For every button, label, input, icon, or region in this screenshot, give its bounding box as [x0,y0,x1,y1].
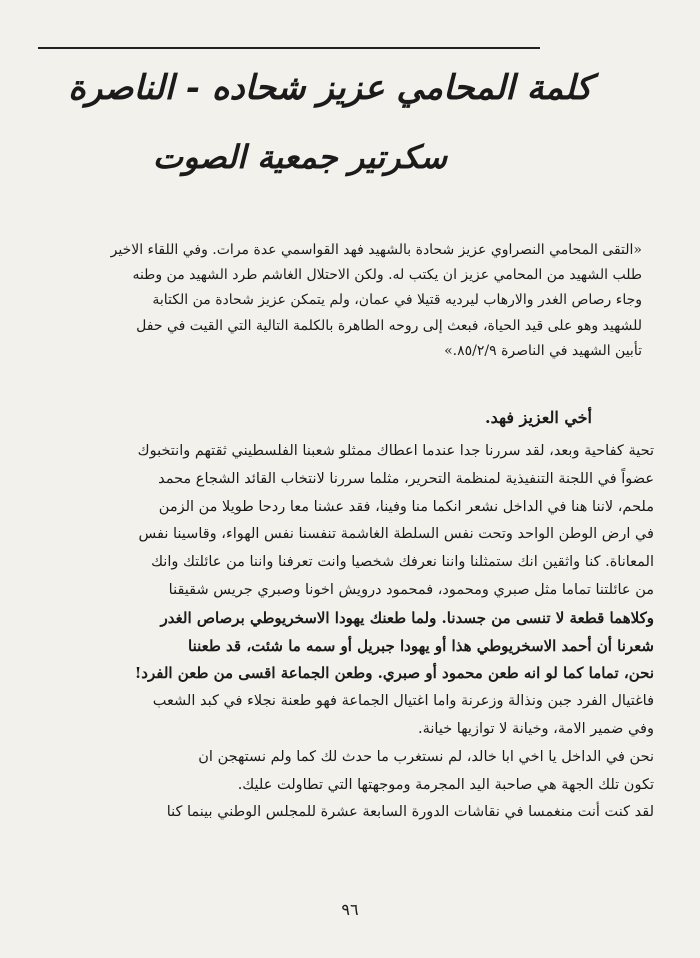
salutation: أخي العزيز فهد. [485,408,592,427]
body-line: لقد كنت أنت منغمسا في نقاشات الدورة السابعة عشرة للمجلس الوطني بينما كنا [166,804,654,821]
body-line: نحن في الداخل يا اخي ابا خالد، لم نستغرب ما حدث لك كما ولم نستهجن ان [198,748,654,765]
body-line-bold: شعرنا أن أحمد الاسخريوطي هذا أو يهودا جبريل أو سمه ما شئت، قد طعننا [188,636,654,655]
intro-line: «التقى المحامي النصراوي عزيز شحادة بالشهيد فهد القواسمي عدة مرات. وفي اللقاء الاخير [110,242,642,258]
intro-line: تأبين الشهيد في الناصرة ٨٥/٢/٩.» [444,342,642,359]
body-line-bold: نحن، تماما كما لو انه طعن محمود أو صبري. وطعن الجماعة اقسى من طعن الفرد! [134,664,654,683]
page-subtitle: سكرتير جمعية الصوت [152,138,448,176]
body-line: ملحم، لاننا هنا في الداخل نشعر انكما منا وفينا، فقد عشنا معا ردحا طويلا من الزمن [158,498,654,515]
body-line: المعاناة. كنا واثقين انك ستمثلنا واننا نعرفك شخصيا وانت تعرفنا واننا من عائلتك وانك [151,554,654,571]
body-line: في ارض الوطن الواحد وتحت نفس السلطة الغاشمة تنفسنا نفس الهواء، وقاسينا نفس [138,526,654,543]
body-line: فاغتيال الفرد جبن ونذالة وزعرنة واما اغتيال الجماعة فهو طعنة نجلاء في كبد الشعب [152,693,654,710]
letter-body [46,438,654,827]
intro-quote [56,238,642,364]
body-line: من عائلتنا تماما مثل صبري ومحمود، فمحمود درويش اخونا وصبري جريس شقيقنا [168,581,654,598]
page-title: كلمة المحامي عزيز شحاده - الناصرة [68,68,592,108]
body-line: وفي ضمير الامة، وخيانة لا توازيها خيانة. [418,720,654,737]
page-number: ٩٦ [341,900,359,919]
body-line: تكون تلك الجهة هي صاحبة اليد المجرمة وموجهتها التي تطاولت عليك. [237,776,654,793]
intro-line: للشهيد وهو على قيد الحياة، فبعث إلى روحه الطاهرة بالكلمة التالية التي القيت في حفل [136,317,642,334]
body-line-bold: وكلاهما قطعة لا تنسى من جسدنا. ولما طعنك يهودا الاسخريوطي برصاص الغدر [160,608,654,627]
intro-line: طلب الشهيد من المحامي عزيز ان يكتب له. ولكن الاحتلال الغاشم طرد الشهيد من وطنه [132,267,642,284]
intro-line: وجاء رصاص الغدر والارهاب ليرديه قتيلا في عمان، ولم يتمكن عزيز شحادة من الكتابة [152,292,642,309]
body-line: تحية كفاحية وبعد، لقد سررنا جدا عندما اعطاك ممثلو شعبنا الفلسطيني ثقتهم وانتخبوك [137,443,654,459]
top-rule [38,47,540,49]
body-line: عضواً في اللجنة التنفيذية لمنظمة التحرير، مثلما سررنا لانتخاب القائد الشجاع محمد [158,470,654,487]
